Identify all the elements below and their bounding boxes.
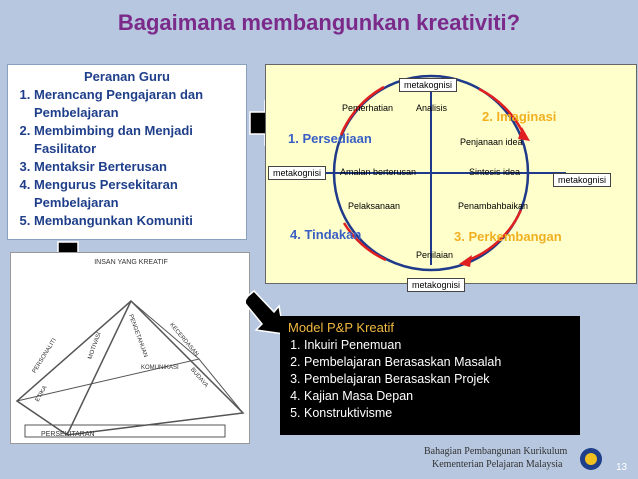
page-title: Bagaimana membangunkan kreativiti? xyxy=(117,10,521,35)
pyramid-face: KECERDASAN xyxy=(168,322,200,358)
pyramid-face: ETIKA xyxy=(34,384,49,404)
pyramid-base: PERSEKITARAN xyxy=(41,431,95,438)
pyramid-diagram xyxy=(10,252,250,444)
creativity-cycle-diagram xyxy=(265,64,637,290)
peranan-list xyxy=(8,86,246,230)
step-pemerhatian: Pemerhatian xyxy=(342,103,394,113)
pyramid-face: BUDAYA xyxy=(188,366,209,390)
model-item: 5. Konstruktivisme xyxy=(304,405,580,422)
model-item: 2. Pembelajaran Berasaskan Masalah xyxy=(304,354,580,371)
page-number: 13 xyxy=(616,462,628,473)
metakognisi-right: metakognisi xyxy=(553,173,611,187)
model-item: 4. Kajian Masa Depan xyxy=(304,388,580,405)
stage-imaginasi: 2. Imaginasi xyxy=(482,109,557,124)
peranan-item: 1. Merancang Pengajaran dan Pembelajaran xyxy=(34,86,246,122)
step-penilaian: Penilaian xyxy=(416,250,454,260)
model-list xyxy=(280,337,580,422)
peranan-item: 5. Membangunkan Komuniti xyxy=(34,212,246,230)
step-amalan: Amalan berterusan xyxy=(340,167,417,177)
footer-ministry: Kementerian Pelajaran Malaysia xyxy=(432,459,563,470)
ministry-logo-icon xyxy=(578,446,604,472)
peranan-item: 4. Mengurus Persekitaran Pembelajaran xyxy=(34,176,246,212)
peranan-item: 3. Mentaksir Berterusan xyxy=(34,158,246,176)
model-item: 1. Inkuiri Penemuan xyxy=(304,337,580,354)
model-pp-kreatif-box xyxy=(280,316,580,435)
step-sintesis: Sintesis idea xyxy=(469,167,521,177)
pyramid-face: MOTIVASI xyxy=(87,331,103,361)
model-heading: Model P&P Kreatif xyxy=(288,320,394,335)
metakognisi-bottom: metakognisi xyxy=(407,278,465,292)
step-penambahbaikan: Penambahbaikan xyxy=(458,201,529,211)
pyramid-face: PERSONALITI xyxy=(31,337,58,375)
peranan-item: 2. Membimbing dan Menjadi Fasilitator xyxy=(34,122,246,158)
pyramid-apex: INSAN YANG KREATIF xyxy=(94,259,168,266)
step-analisis: Analisis xyxy=(416,103,448,113)
metakognisi-top: metakognisi xyxy=(399,78,457,92)
footer-division: Bahagian Pembangunan Kurikulum xyxy=(424,446,568,457)
pyramid-face: KOMUNIKASI xyxy=(141,365,179,371)
stage-persediaan: 1. Persediaan xyxy=(288,131,372,146)
metakognisi-left: metakognisi xyxy=(268,166,326,180)
model-item: 3. Pembelajaran Berasaskan Projek xyxy=(304,371,580,388)
pyramid-face: PENGETAHUAN xyxy=(127,313,149,359)
stage-tindakan: 4. Tindakan xyxy=(290,227,362,242)
peranan-heading: Peranan Guru xyxy=(84,69,170,84)
peranan-guru-box xyxy=(7,64,247,240)
stage-perkembangan: 3. Perkembangan xyxy=(454,229,562,244)
step-penjanaan: Penjanaan idea xyxy=(460,137,523,147)
step-pelaksanaan: Pelaksanaan xyxy=(348,201,401,211)
